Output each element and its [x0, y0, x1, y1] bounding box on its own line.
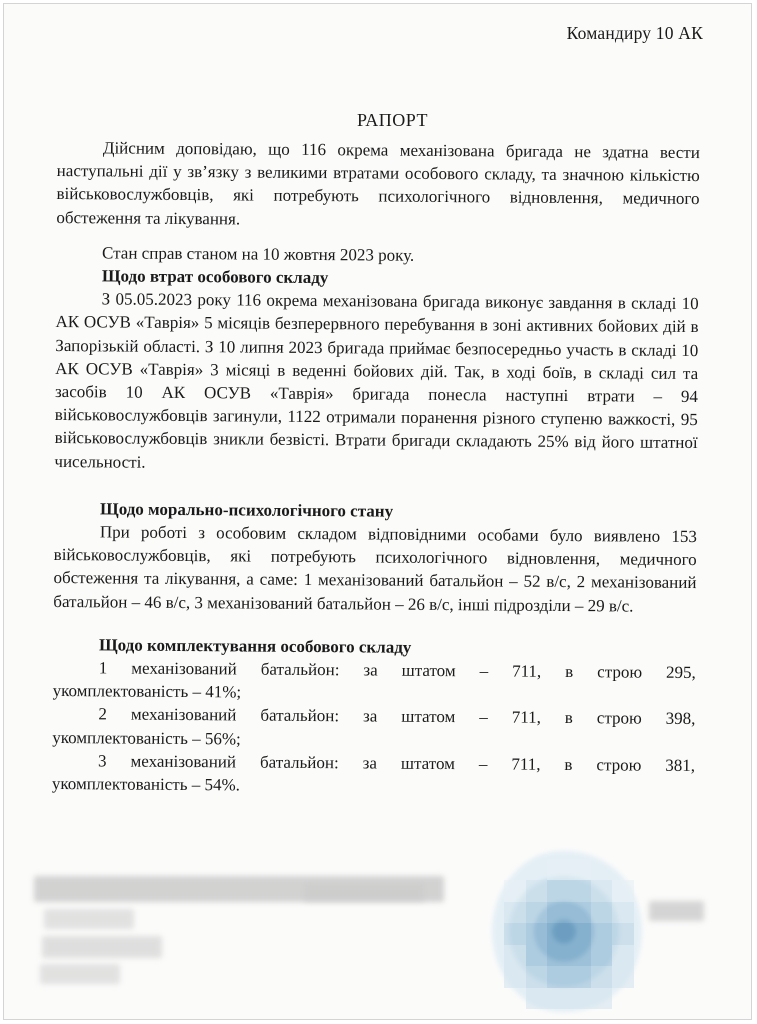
staffing-word: 1 [98, 658, 108, 678]
staffing-word: за [363, 660, 378, 680]
staffing-word: в [564, 708, 573, 728]
staffing-word: штатом [401, 707, 456, 727]
staffing-item [52, 749, 695, 800]
staffing-list [52, 656, 696, 800]
staffing-word: в [564, 754, 573, 774]
document-page [3, 3, 752, 1020]
staffing-word: строю [597, 662, 643, 682]
staffing-word: механізований [130, 751, 237, 772]
staffing-word: батальйон: [259, 752, 339, 773]
losses-heading: Щодо втрат особового складу [101, 266, 329, 288]
status-line: Стан справ станом на 10 жовтня 2023 року. [102, 243, 415, 265]
morale-paragraph: При роботі з особовим складом відповідними особами було виявлено 153 військовослужбовців, які потребують психологічного відновлення, медичного обстеження та лікування, а саме: 1 механізований батальйон – 52 в/с, 2 механізований батальйон – 46 в/с, 3 механізований батальйон – 26 в/с, інші підрозділи – 29 в/с. [53, 522, 697, 616]
staffing-item [52, 702, 695, 753]
seal-pixelation [504, 859, 634, 1009]
staffing-item [53, 656, 696, 707]
staffing-word: 711, [511, 708, 541, 728]
staffing-word: за [362, 753, 378, 773]
staffing-word: в [565, 662, 574, 682]
staffing-word: механізований [131, 658, 237, 679]
staffing-word: 711, [511, 754, 541, 774]
staffing-word: штатом [401, 660, 456, 681]
staffing-word: штатом [400, 753, 456, 774]
morale-heading: Щодо морально-психологічного стану [99, 499, 394, 521]
staffing-word: – [479, 661, 489, 681]
staffing-item-completeness: укомплектованість – 54%. [51, 774, 240, 795]
staffing-word: строю [596, 708, 642, 729]
staffing-word: за [363, 706, 378, 727]
staffing-word: механізований [130, 705, 237, 725]
staffing-word: – [479, 707, 488, 727]
staffing-word: 295, [665, 662, 696, 683]
document-title: РАПОРТ [357, 110, 428, 130]
staffing-word: батальйон: [260, 659, 340, 680]
document-body [52, 136, 700, 800]
staffing-word: 2 [98, 704, 108, 724]
staffing-word: батальйон: [260, 706, 340, 726]
addressee: Командиру 10 АК [566, 23, 703, 43]
losses-paragraph: З 05.05.2023 року 116 окрема механізована бригада виконує завдання в складі 10 АК ОСУВ «Таврія» 5 місяців безперервного перебування в зоні активних бойових дій в Запорізькій області. З 10 липня 2023 бригада приймає безпосередньо участь в складі 10 АК ОСУВ «Таврія» 3 місяці в веденні бойових дій. Так, в ході боїв, в складі сил та засобів 10 АК ОСУВ «Таврія» бригада понесла наступні втрати – 94 військовослужбовців загинули, 1122 отримали поранення різного ступеню важкості, 95 військовослужбовців зникли безвісті. Втрати бригади складають 25% від його штатної чисельності. [54, 289, 699, 472]
staffing-word: 711, [512, 661, 542, 681]
staffing-word: – [478, 754, 488, 774]
staffing-item-completeness: укомплектованість – 56%; [52, 727, 241, 749]
staffing-word: строю [596, 755, 642, 775]
staffing-word: 381, [665, 755, 696, 775]
intro-paragraph: Дійсним доповідаю, що 116 окрема механізована бригада не здатна вести наступальні дії у зв’язку з великими втратами особового складу, та значною кількістю військовослужбовців, які потребують психологічного відновлення, медичного обстеження та лікування. [56, 138, 700, 229]
staffing-word: 3 [98, 751, 107, 771]
staffing-heading: Щодо комплектування особового складу [98, 635, 412, 657]
staffing-item-completeness: укомплектованість – 41%; [52, 681, 242, 702]
staffing-word: 398, [665, 709, 696, 729]
